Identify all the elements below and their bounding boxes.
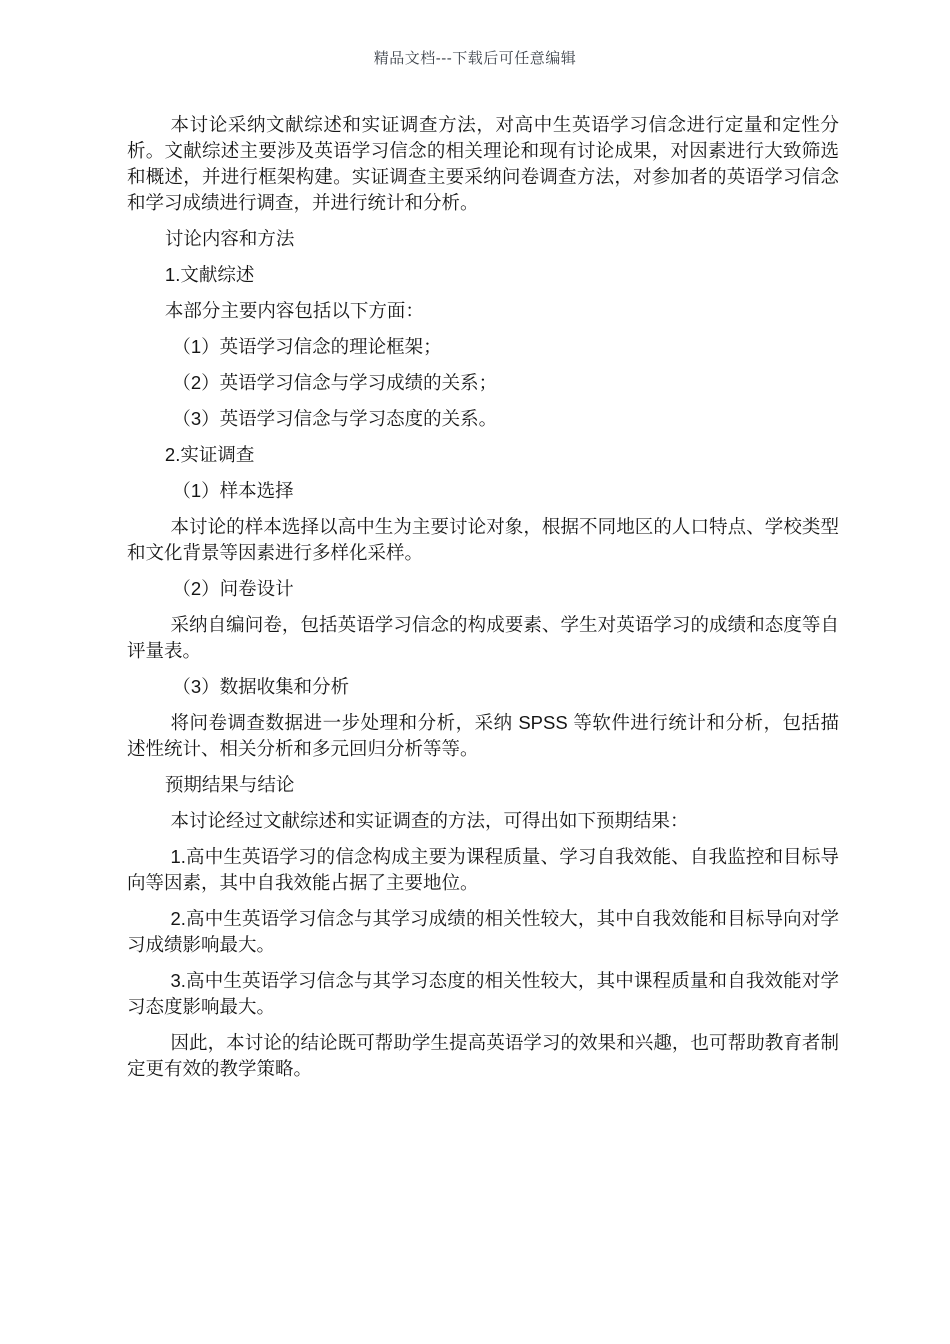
paragraph-list-item: （2）英语学习信念与学习成绩的关系； xyxy=(172,372,498,393)
paragraph-heading: 本部分主要内容包括以下方面： xyxy=(164,300,424,321)
paragraph-list-item: （3）英语学习信念与学习态度的关系。 xyxy=(172,408,498,429)
page-header-watermark: 精品文档---下载后可任意编辑 xyxy=(373,50,577,67)
paragraph-heading: 1.文献综述 xyxy=(164,264,255,285)
paragraph-body: 本讨论的样本选择以高中生为主要讨论对象，根据不同地区的人口特点、学校类型和文化背景等因素进行多样化采样。 xyxy=(127,516,839,563)
paragraph-heading: 2.实证调查 xyxy=(164,444,255,465)
paragraph-body: 1.高中生英语学习的信念构成主要为课程质量、学习自我效能、自我监控和目标导向等因素，其中自我效能占据了主要地位。 xyxy=(127,846,839,893)
paragraph-list-item: （1）英语学习信念的理论框架； xyxy=(172,336,442,357)
paragraph-heading: 讨论内容和方法 xyxy=(164,228,295,249)
paragraph-body: 本讨论经过文献综述和实证调查的方法，可得出如下预期结果： xyxy=(170,810,689,831)
paragraph-body: 2.高中生英语学习信念与其学习成绩的相关性较大，其中自我效能和目标导向对学习成绩影响最大。 xyxy=(127,908,839,955)
paragraph-list-item: （1）样本选择 xyxy=(172,480,294,501)
paragraph-body: 因此，本讨论的结论既可帮助学生提高英语学习的效果和兴趣，也可帮助教育者制定更有效的教学策略。 xyxy=(127,1032,839,1079)
document-body xyxy=(127,112,839,1092)
paragraph-body: 3.高中生英语学习信念与其学习态度的相关性较大，其中课程质量和自我效能对学习态度影响最大。 xyxy=(127,970,839,1017)
paragraph-list-item: （2）问卷设计 xyxy=(172,578,294,599)
paragraph-body: 采纳自编问卷，包括英语学习信念的构成要素、学生对英语学习的成绩和态度等自评量表。 xyxy=(127,614,839,661)
paragraph-list-item: （3）数据收集和分析 xyxy=(172,676,350,697)
paragraph-body: 本讨论采纳文献综述和实证调查方法，对高中生英语学习信念进行定量和定性分析。文献综述主要涉及英语学习信念的相关理论和现有讨论成果，对因素进行大致筛选和概述，并进行框架构建。实证调查主要采纳问卷调查方法，对参加者的英语学习信念和学习成绩进行调查，并进行统计和分析。 xyxy=(127,114,839,213)
paragraph-heading: 预期结果与结论 xyxy=(164,774,295,795)
paragraph-body: 将问卷调查数据进一步处理和分析，采纳 SPSS 等软件进行统计和分析，包括描述性统计、相关分析和多元回归分析等等。 xyxy=(127,712,839,759)
